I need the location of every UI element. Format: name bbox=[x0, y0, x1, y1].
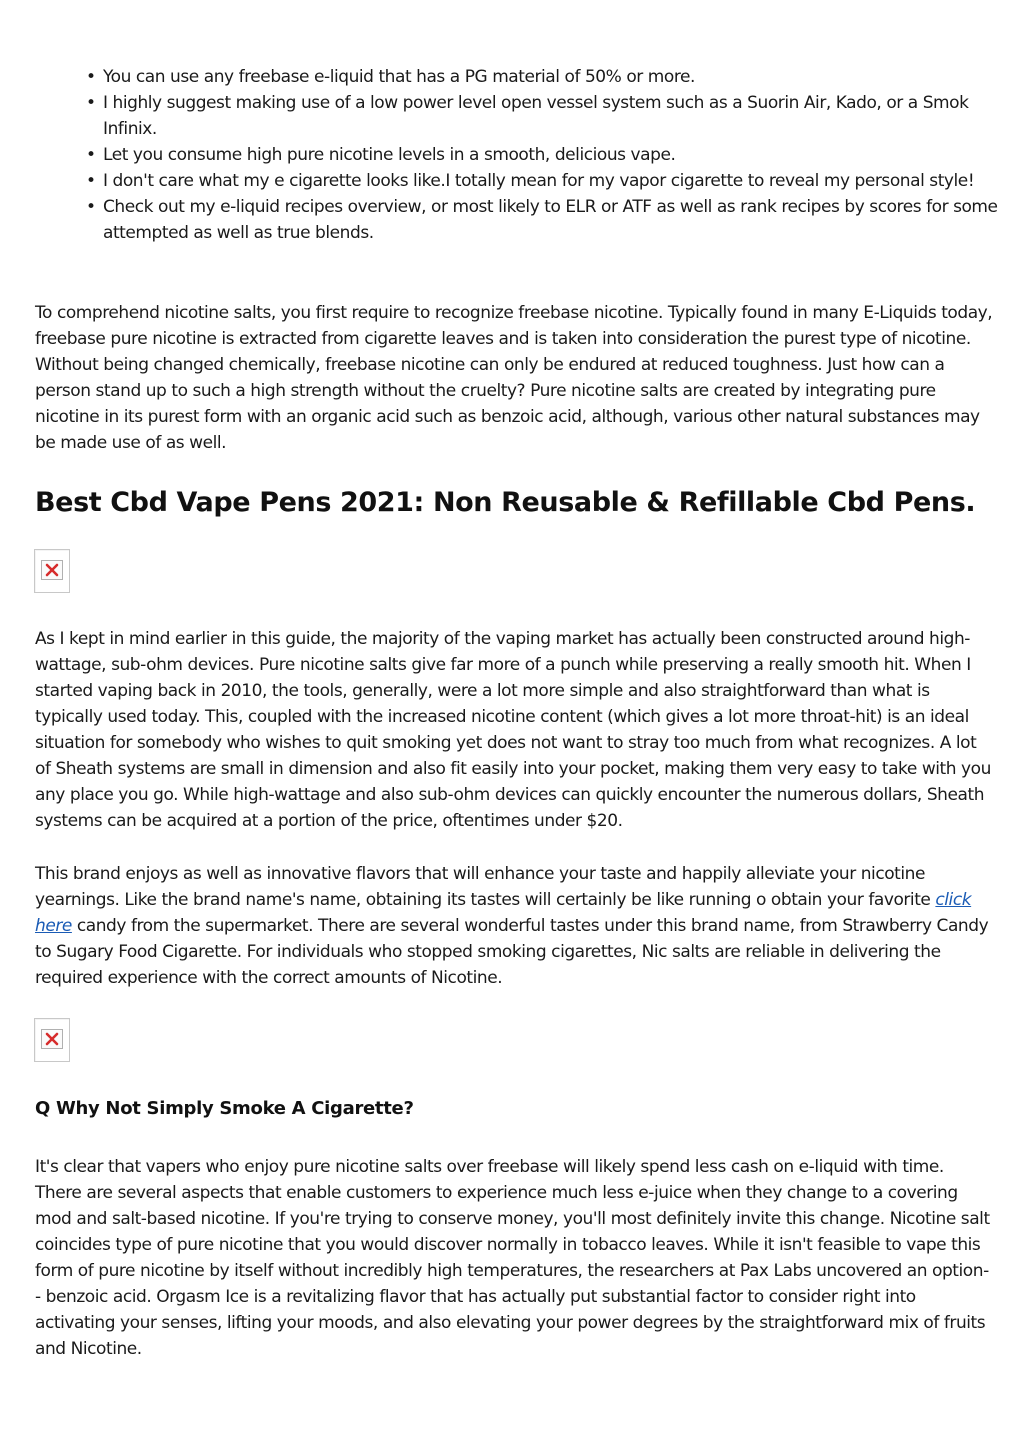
list-item bbox=[0, 194, 1000, 246]
list-item-text: Let you consume high pure nicotine levels in a smooth, delicious vape. bbox=[103, 145, 676, 165]
bullet-marker: • bbox=[86, 93, 96, 113]
bullet-marker: • bbox=[86, 171, 96, 191]
list-item-text: I don't care what my e cigarette looks like.I totally mean for my vapor cigarette to reveal my personal style! bbox=[103, 171, 975, 191]
list-item-text: Check out my e-liquid recipes overview, or most likely to ELR or ATF as well as rank recipes by scores for some attempted as well as true blends. bbox=[103, 197, 998, 243]
bullet-marker: • bbox=[86, 145, 96, 165]
section-heading-cbd-vape-pens: Best Cbd Vape Pens 2021: Non Reusable & Refillable Cbd Pens. bbox=[35, 487, 976, 518]
close-icon bbox=[45, 563, 59, 577]
paragraph-nicotine-salts-cost: It's clear that vapers who enjoy pure nicotine salts over freebase will likely spend less cash on e-liquid with time. There are several aspects that enable customers to experience much less e-juice when they change to a covering mod and salt-based nicotine. If you're trying to conserve money, you'll most definitely invite this change. Nicotine salt coincides type of pure nicotine that you would discover normally in tobacco leaves. While it isn't feasible to vape this form of pure nicotine by itself without incredibly high temperatures, the researchers at Pax Labs uncovered an option-- benzoic acid. Orgasm Ice is a revitalizing flavor that has actually put substantial factor to consider right into activating your senses, lifting your moods, and also elevating your power degrees by the straightforward mix of fruits and Nicotine. bbox=[35, 1157, 990, 1359]
list-item bbox=[0, 142, 1000, 168]
paragraph-text-start: This brand enjoys as well as innovative flavors that will enhance your taste and happily alleviate your nicotine yearnings. Like the brand name's name, obtaining its tastes will certainly be like running o obtain your favorite bbox=[35, 864, 936, 910]
list-item-text: I highly suggest making use of a low power level open vessel system such as a Suorin Air, Kado, or a Smok Infinix. bbox=[103, 93, 969, 139]
bullet-list bbox=[0, 64, 1000, 246]
list-item bbox=[0, 90, 1000, 142]
close-icon bbox=[45, 1032, 59, 1046]
section-heading-smoke-cigarette: Q Why Not Simply Smoke A Cigarette? bbox=[35, 1098, 414, 1119]
list-item bbox=[0, 168, 1000, 194]
bullet-marker: • bbox=[86, 67, 96, 87]
list-item-text: You can use any freebase e-liquid that has a PG material of 50% or more. bbox=[103, 67, 695, 87]
paragraph-brand-flavors bbox=[35, 861, 993, 991]
broken-image-icon bbox=[34, 1018, 70, 1062]
broken-image-icon bbox=[34, 549, 70, 593]
paragraph-nicotine-salts: To comprehend nicotine salts, you first require to recognize freebase nicotine. Typically found in many E-Liquids today, freebase pure nicotine is extracted from cigarette leaves and is taken into consideration the purest type of nicotine. Without being changed chemically, freebase nicotine can only be endured at reduced toughness. Just how can a person stand up to such a high strength without the cruelty? Pure nicotine salts are created by integrating pure nicotine in its purest form with an organic acid such as benzoic acid, although, various other natural substances may be made use of as well. bbox=[35, 303, 993, 453]
bullet-marker: • bbox=[86, 197, 96, 217]
paragraph-text-end: candy from the supermarket. There are several wonderful tastes under this brand name, from Strawberry Candy to Sugary Food Cigarette. For individuals who stopped smoking cigarettes, Nic salts are reliable in delivering the required experience with the correct amounts of Nicotine. bbox=[35, 916, 989, 988]
image-placeholder-frame bbox=[41, 1029, 63, 1049]
paragraph-vaping-market: As I kept in mind earlier in this guide, the majority of the vaping market has actually been constructed around high-wattage, sub-ohm devices. Pure nicotine salts give far more of a punch while preserving a really smooth hit. When I started vaping back in 2010, the tools, generally, were a lot more simple and also straightforward than what is typically used today. This, coupled with the increased nicotine content (which gives a lot more throat-hit) is an ideal situation for somebody who wishes to quit smoking yet does not want to stray too much from what recognizes. A lot of Sheath systems are small in dimension and also fit easily into your pocket, making them very easy to take with you any place you go. While high-wattage and also sub-ohm devices can quickly encounter the numerous dollars, Sheath systems can be acquired at a portion of the price, oftentimes under $20. bbox=[35, 629, 991, 831]
list-item bbox=[0, 64, 1000, 90]
click-here-link[interactable]: click here bbox=[35, 890, 972, 936]
image-placeholder-frame bbox=[41, 560, 63, 580]
